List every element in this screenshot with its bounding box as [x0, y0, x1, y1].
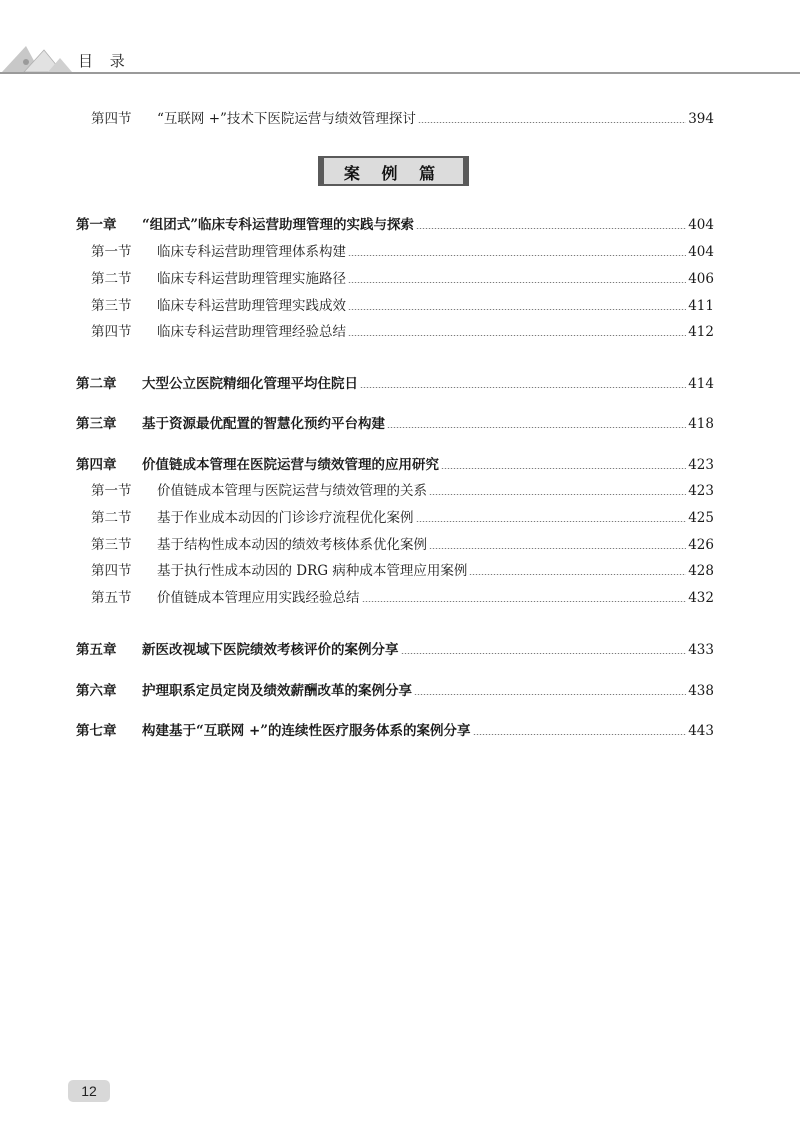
toc-section-entry[interactable]: [91, 536, 714, 554]
header-rule: [0, 72, 800, 74]
section-title: 基于作业成本动因的门诊诊疗流程优化案例: [157, 510, 414, 526]
header-title: 目 录: [78, 52, 131, 70]
section-page: 423: [688, 483, 714, 499]
toc-section-entry[interactable]: [91, 297, 714, 315]
section-number: 第一节: [91, 244, 132, 260]
section-title: 价值链成本管理应用实践经验总结: [157, 590, 360, 606]
toc-chapter-entry[interactable]: [76, 722, 714, 740]
dot-leader: [401, 653, 687, 654]
toc-chapter-entry[interactable]: [76, 375, 714, 393]
mountain-decoration-icon: [0, 40, 78, 74]
toc-section-entry[interactable]: [91, 589, 714, 607]
section-page: 406: [688, 271, 714, 287]
chapter-page: 404: [688, 217, 714, 233]
section-page: 426: [688, 537, 714, 553]
section-number: 第四节: [91, 563, 132, 579]
dot-leader: [360, 387, 686, 388]
chapter-number: 第四章: [76, 457, 117, 473]
toc-section-entry[interactable]: [91, 243, 714, 261]
section-number: 第三节: [91, 537, 132, 553]
toc-chapter-entry[interactable]: [76, 641, 714, 659]
dot-leader: [429, 548, 686, 549]
section-page: 428: [688, 563, 714, 579]
section-title: 临床专科运营助理管理实践成效: [157, 298, 346, 314]
chapter-page: 423: [688, 457, 714, 473]
chapter-title: “组团式”临床专科运营助理管理的实践与探索: [142, 217, 415, 233]
chapter-title: 大型公立医院精细化管理平均住院日: [142, 376, 358, 392]
dot-leader: [418, 122, 686, 123]
page-number: 12: [68, 1080, 110, 1102]
chapter-title: 护理职系定员定岗及绩效薪酬改革的案例分享: [142, 683, 412, 699]
dot-leader: [416, 228, 686, 229]
dot-leader: [441, 468, 686, 469]
dot-leader: [387, 427, 686, 428]
chapter-title: 基于资源最优配置的智慧化预约平台构建: [142, 416, 385, 432]
chapter-number: 第五章: [76, 642, 117, 658]
section-page: 411: [688, 298, 714, 314]
section-page: 432: [688, 590, 714, 606]
section-number: 第四节: [91, 111, 132, 127]
dot-leader: [416, 521, 687, 522]
section-title: “互联网 +”技术下医院运营与绩效管理探讨: [157, 111, 416, 127]
toc-chapter-entry[interactable]: [76, 216, 714, 234]
toc-section-entry[interactable]: [91, 562, 714, 580]
chapter-title: 构建基于“互联网 +”的连续性医疗服务体系的案例分享: [142, 723, 471, 739]
part-title: 案 例 篇: [343, 164, 444, 183]
chapter-number: 第三章: [76, 416, 117, 432]
section-title: 基于结构性成本动因的绩效考核体系优化案例: [157, 537, 427, 553]
chapter-number: 第六章: [76, 683, 117, 699]
dot-leader: [414, 694, 686, 695]
toc-section-entry[interactable]: [91, 323, 714, 341]
toc-entry-top[interactable]: [91, 110, 714, 128]
section-page: 425: [688, 510, 714, 526]
section-number: 第四节: [91, 324, 132, 340]
dot-leader: [348, 255, 686, 256]
section-number: 第二节: [91, 510, 132, 526]
chapter-page: 418: [688, 416, 714, 432]
dot-leader: [348, 335, 686, 336]
toc-chapter-entry[interactable]: [76, 415, 714, 433]
section-number: 第五节: [91, 590, 132, 606]
dot-leader: [473, 734, 686, 735]
section-title: 临床专科运营助理管理经验总结: [157, 324, 346, 340]
section-title: 基于执行性成本动因的 DRG 病种成本管理应用案例: [157, 563, 468, 579]
dot-leader: [348, 282, 686, 283]
chapter-number: 第七章: [76, 723, 117, 739]
part-heading: [318, 156, 469, 186]
section-title: 临床专科运营助理管理体系构建: [157, 244, 346, 260]
section-number: 第一节: [91, 483, 132, 499]
section-number: 第二节: [91, 271, 132, 287]
page-header: [0, 0, 800, 80]
dot-leader: [348, 309, 686, 310]
toc-chapter-entry[interactable]: [76, 682, 714, 700]
section-page: 394: [688, 111, 714, 127]
dot-leader: [429, 494, 686, 495]
chapter-page: 443: [688, 723, 714, 739]
dot-leader: [362, 601, 687, 602]
section-number: 第三节: [91, 298, 132, 314]
toc-section-entry[interactable]: [91, 270, 714, 288]
toc-section-entry[interactable]: [91, 509, 714, 527]
section-page: 404: [688, 244, 714, 260]
toc-section-entry[interactable]: [91, 482, 714, 500]
chapter-page: 414: [688, 376, 714, 392]
chapter-page: 433: [688, 642, 714, 658]
chapter-number: 第二章: [76, 376, 117, 392]
chapter-number: 第一章: [76, 217, 117, 233]
chapter-title: 新医改视域下医院绩效考核评价的案例分享: [142, 642, 399, 658]
toc-chapter-entry[interactable]: [76, 456, 714, 474]
dot-leader: [469, 574, 686, 575]
chapter-page: 438: [688, 683, 714, 699]
section-page: 412: [688, 324, 714, 340]
section-title: 临床专科运营助理管理实施路径: [157, 271, 346, 287]
chapter-title: 价值链成本管理在医院运营与绩效管理的应用研究: [142, 457, 439, 473]
section-title: 价值链成本管理与医院运营与绩效管理的关系: [157, 483, 427, 499]
